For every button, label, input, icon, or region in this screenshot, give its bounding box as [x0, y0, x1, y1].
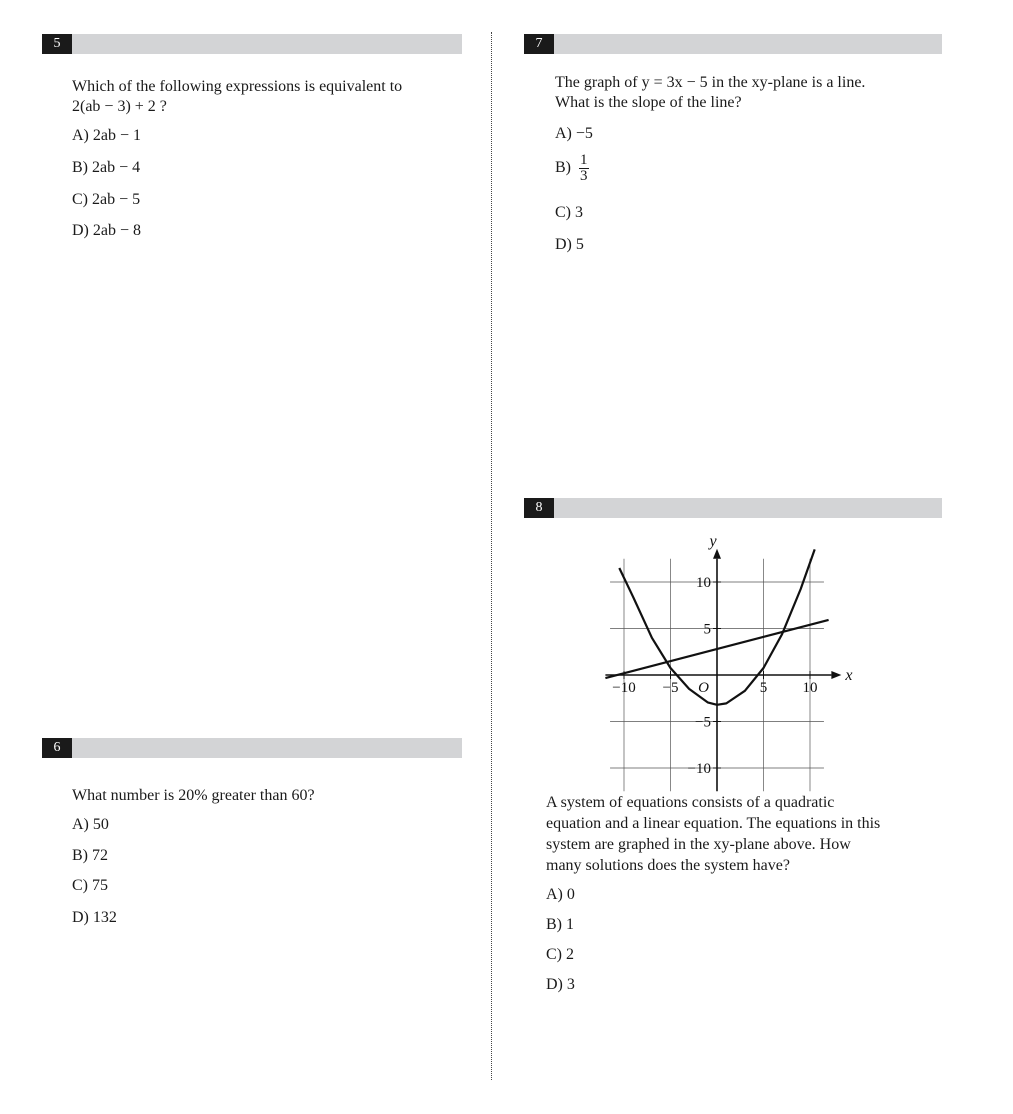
- q7-choice-d[interactable]: D) 5: [555, 236, 584, 253]
- y-tick-label: 10: [696, 575, 711, 591]
- question-8-stem: [546, 792, 966, 876]
- question-5-header-bar: [42, 34, 462, 54]
- y-tick-label: 5: [703, 621, 711, 638]
- q7-choice-b-fraction: [579, 153, 589, 184]
- q8-choice-d[interactable]: D) 3: [546, 976, 575, 993]
- question-6-stem: What number is 20% greater than 60?: [72, 787, 315, 804]
- x-tick-label: −5: [662, 680, 679, 696]
- fraction-denominator: 3: [580, 168, 588, 184]
- question-6-header-bar: [42, 738, 462, 758]
- q6-choice-b[interactable]: B) 72: [72, 847, 108, 864]
- y-tick-label: −5: [695, 714, 711, 731]
- q6-choice-d[interactable]: D) 132: [72, 909, 117, 926]
- q7-choice-c[interactable]: C) 3: [555, 204, 583, 221]
- q7-choice-b-label: B): [555, 159, 571, 177]
- q8-choice-b[interactable]: B) 1: [546, 916, 574, 933]
- question-8-stem-line: system are graphed in the xy-plane above. How: [546, 836, 851, 853]
- y-axis-arrow: [713, 549, 721, 559]
- x-tick-label: −10: [612, 680, 636, 696]
- origin-label: O: [698, 680, 709, 696]
- question-8-graph: [595, 525, 853, 785]
- question-7-stem-line-1: The graph of y = 3x − 5 in the xy-plane is a line.: [555, 74, 866, 91]
- x-axis-arrow: [831, 671, 841, 679]
- x-tick-label: 10: [802, 680, 818, 696]
- q5-choice-c[interactable]: C) 2ab − 5: [72, 191, 141, 208]
- q5-choice-a[interactable]: A) 2ab − 1: [72, 127, 142, 144]
- question-5-stem: [72, 77, 472, 117]
- fraction-numerator: 1: [580, 152, 588, 168]
- question-7-stem-line-2: What is the slope of the line?: [555, 94, 742, 111]
- question-8-stem-line: equation and a linear equation. The equations in this: [546, 815, 881, 832]
- question-8-header-bar: [524, 498, 942, 518]
- x-tick-label: 5: [759, 680, 768, 696]
- question-5-expression: 2(ab − 3) + 2 ?: [72, 98, 167, 115]
- question-5-number: 5: [42, 34, 72, 54]
- question-7-number: 7: [524, 34, 554, 54]
- column-divider: [491, 32, 492, 1080]
- q7-choice-b[interactable]: [555, 153, 589, 184]
- q7-choice-a[interactable]: A) −5: [555, 125, 593, 142]
- y-axis-label: y: [709, 532, 717, 550]
- q8-choice-c[interactable]: C) 2: [546, 946, 574, 963]
- q5-choice-b[interactable]: B) 2ab − 4: [72, 159, 141, 176]
- graph-labels: [612, 533, 852, 777]
- question-8-stem-line: A system of equations consists of a quadratic: [546, 794, 835, 811]
- q5-choice-d[interactable]: D) 2ab − 8: [72, 222, 142, 239]
- question-7-stem: [555, 73, 955, 113]
- question-5-stem-line: Which of the following expressions is equivalent to: [72, 78, 403, 95]
- q6-choice-c[interactable]: C) 75: [72, 877, 108, 894]
- question-8-stem-line: many solutions does the system have?: [546, 857, 790, 874]
- question-8-number: 8: [524, 498, 554, 518]
- x-axis-label: x: [845, 667, 853, 684]
- q6-choice-a[interactable]: A) 50: [72, 816, 109, 833]
- y-tick-label: −10: [687, 761, 711, 777]
- q8-choice-a[interactable]: A) 0: [546, 886, 575, 903]
- question-6-number: 6: [42, 738, 72, 758]
- question-7-header-bar: [524, 34, 942, 54]
